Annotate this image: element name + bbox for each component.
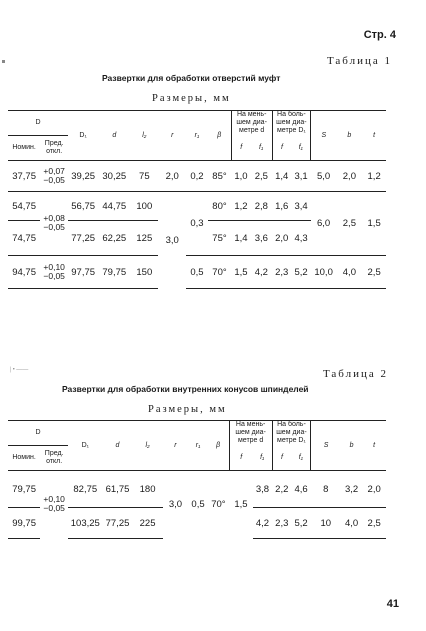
header-f-large: f: [272, 135, 291, 161]
table-cell: 1,4: [231, 221, 250, 256]
table-cell: 79,75: [8, 471, 40, 508]
header-r1: r₁: [186, 111, 207, 161]
table-cell: 2,0: [337, 161, 363, 192]
header-f1: f₁: [260, 453, 265, 461]
table-cell: 77,25: [102, 508, 132, 539]
table-cell: +0,10 −0,05: [40, 256, 68, 289]
table-cell: 3,2: [341, 471, 362, 508]
header-b: b: [341, 421, 362, 471]
table-cell: 1,6: [272, 192, 291, 221]
header-d1: D₁: [68, 111, 98, 161]
table-cell: 30,25: [98, 161, 130, 192]
table-cell: 70°: [208, 256, 232, 289]
table1-label: Таблица 1: [326, 55, 392, 67]
table-cell: 0,5: [186, 256, 207, 289]
table-cell: 3,4: [291, 192, 310, 221]
header-nominal: Номин.: [8, 446, 40, 471]
header-deviation: Пред. откл.: [40, 446, 68, 471]
table-cell: 44,75: [98, 192, 130, 221]
table2-label: Таблица 2: [322, 368, 388, 380]
table-cell: 2,0: [272, 221, 291, 256]
table-cell: 5,2: [291, 508, 310, 539]
table-cell: 4,0: [341, 508, 362, 539]
header-deviation: Пред. откл.: [40, 136, 68, 161]
table-cell: 180: [133, 471, 163, 508]
table-cell: 5,2: [291, 256, 310, 289]
table-cell: 54,75: [8, 192, 40, 221]
table-cell: 10: [311, 508, 341, 539]
header-s: S: [311, 421, 341, 471]
table-cell: 1,2: [362, 161, 386, 192]
table-cell: 80°: [208, 192, 232, 221]
table-cell: 2,3: [272, 256, 291, 289]
table-cell: 1,4: [272, 161, 291, 192]
table-cell: 150: [130, 256, 158, 289]
header-f1-large: f₁: [298, 453, 303, 461]
table-cell: 8: [311, 471, 341, 508]
table-cell: 1,5: [362, 192, 386, 256]
table-cell: 103,25: [68, 508, 102, 539]
table-cell: 1,0: [231, 161, 250, 192]
table-cell: 3,0: [158, 192, 186, 289]
table-cell: 0,2: [186, 161, 207, 192]
table-cell: +0,07 −0,05: [40, 161, 68, 192]
header-f1-large: f₁: [298, 143, 303, 151]
table-cell: 2,3: [272, 508, 291, 539]
table-cell: 94,75: [8, 256, 40, 289]
header-small-d: d: [98, 111, 130, 161]
table-cell: 39,25: [68, 161, 98, 192]
table-cell: 75: [130, 161, 158, 192]
table-cell: 2,2: [272, 471, 291, 508]
table1: [8, 110, 386, 289]
header-l2: l₂: [130, 111, 158, 161]
header-smaller-diam: На мень-шем диа-метре d: [229, 421, 272, 446]
table-cell: 2,5: [251, 161, 272, 192]
table-cell: 5,0: [311, 161, 337, 192]
header-nominal: Номин.: [8, 136, 40, 161]
table1-units: Размеры, мм: [152, 93, 231, 104]
table-cell: 82,75: [68, 471, 102, 508]
table-cell: 97,75: [68, 256, 98, 289]
table2: [8, 420, 386, 539]
table-cell: 74,75: [8, 221, 40, 256]
table-cell: 2,5: [362, 256, 386, 289]
table-cell: 61,75: [102, 471, 132, 508]
page-footer: 41: [386, 598, 399, 610]
header-beta: β: [208, 111, 232, 161]
table-cell: 0,3: [186, 192, 207, 256]
table-cell: 1,2: [231, 192, 250, 221]
header-d1: D₁: [68, 421, 102, 471]
table-cell: 0,5: [188, 471, 207, 539]
table-cell: 2,0: [362, 471, 386, 508]
table-cell: 1,5: [229, 471, 253, 539]
table-cell: 56,75: [68, 192, 98, 221]
header-f: f: [229, 445, 253, 471]
header-t: t: [362, 111, 386, 161]
header-d: D: [8, 421, 68, 446]
table-cell: 2,5: [362, 508, 386, 539]
table-cell: 225: [133, 508, 163, 539]
table-cell: 1,5: [231, 256, 250, 289]
table-cell: 10,0: [311, 256, 337, 289]
stray-mark: | • ——: [10, 367, 29, 373]
table-cell: 100: [130, 192, 158, 221]
header-f1: f₁: [259, 143, 264, 151]
table-cell: 2,5: [337, 192, 363, 256]
table-cell: 4,0: [337, 256, 363, 289]
table-cell: 62,25: [98, 221, 130, 256]
table-cell: 85°: [208, 161, 232, 192]
table-cell: 70°: [208, 471, 229, 539]
table-cell: 4,2: [253, 508, 272, 539]
header-r: r: [158, 111, 186, 161]
table-cell: 4,6: [291, 471, 310, 508]
header-small-d: d: [102, 421, 132, 471]
header-smaller-diam: На мень-шем диа-метре d: [231, 111, 272, 136]
header-b: b: [337, 111, 363, 161]
table2-title: Развертки для обработки внутренних конусов шпинделей: [62, 384, 309, 394]
table-cell: 75°: [208, 221, 232, 256]
header-f: f: [231, 135, 250, 161]
table-cell: +0,10 −0,05: [40, 471, 68, 539]
table-cell: 77,25: [68, 221, 98, 256]
table-cell: 3,1: [291, 161, 310, 192]
table-cell: 3,0: [163, 471, 189, 539]
table-cell: 125: [130, 221, 158, 256]
header-beta: β: [208, 421, 229, 471]
header-r1: r₁: [188, 421, 207, 471]
header-l2: l₂: [133, 421, 163, 471]
header-f-large: f: [272, 445, 291, 471]
table-cell: 79,75: [98, 256, 130, 289]
header-r: r: [163, 421, 189, 471]
header-larger-diam: На боль-шем диа-метре D₁: [272, 421, 311, 446]
header-s: S: [311, 111, 337, 161]
header-d: D: [8, 111, 68, 136]
header-larger-diam: На боль-шем диа-метре D₁: [272, 111, 311, 136]
header-t: t: [362, 421, 386, 471]
table-cell: 6,0: [311, 192, 337, 256]
table1-title: Развертки для обработки отверстий муфт: [102, 73, 281, 83]
table-cell: 2,8: [251, 192, 272, 221]
table-cell: 3,6: [251, 221, 272, 256]
page-header: Стр. 4: [363, 29, 396, 41]
table-cell: 4,2: [251, 256, 272, 289]
table-cell: +0,08 −0,05: [40, 192, 68, 256]
table-cell: 99,75: [8, 508, 40, 539]
margin-mark: [2, 60, 5, 63]
table2-units: Размеры, мм: [148, 404, 227, 415]
table-cell: 37,75: [8, 161, 40, 192]
table-cell: 2,0: [158, 161, 186, 192]
table-cell: 4,3: [291, 221, 310, 256]
table-cell: 3,8: [253, 471, 272, 508]
